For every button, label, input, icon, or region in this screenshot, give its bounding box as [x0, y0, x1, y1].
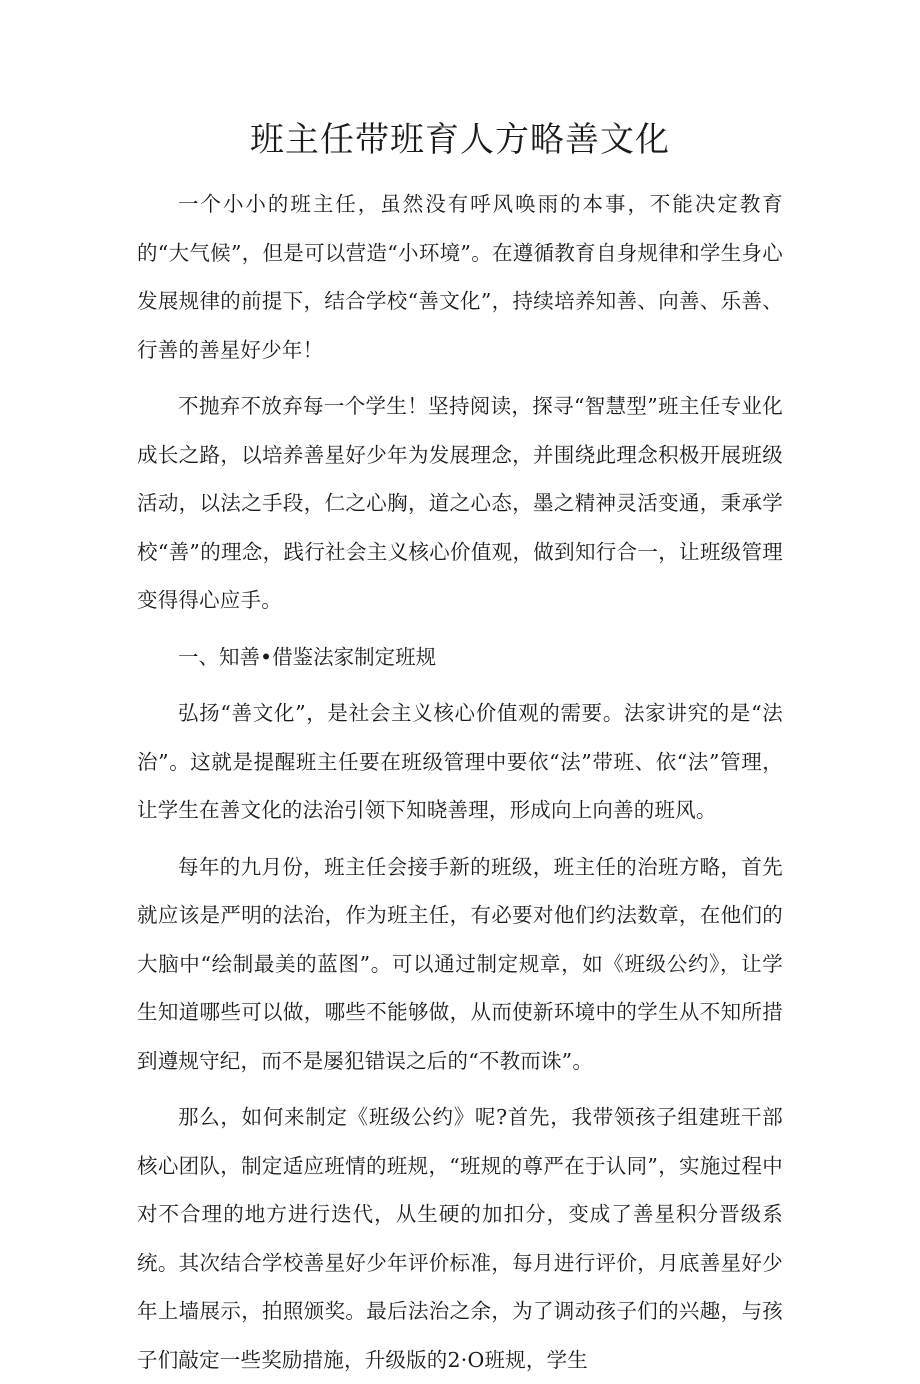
paragraph-september: 每年的九月份，班主任会接手新的班级，班主任的治班方略，首先就应该是严明的法治，作为班主任，有必要对他们约法数章，在他们的大脑中“绘制最美的蓝图”。可以通过制定规章，如《班级公约》，让学生知道哪些可以做，哪些不能够做，从而使新环境中的学生从不知所措到遵规守纪，而不是屡犯错误之后的“不教而诛”。	[137, 854, 783, 1073]
section-heading-1: 一、知善•借鉴法家制定班规	[178, 644, 437, 669]
document-title: 班主任带班育人方略善文化	[250, 120, 670, 160]
paragraph-law: 弘扬“善文化”，是社会主义核心价值观的需要。法家讲究的是“法治”。这就是提醒班主任要在班级管理中要依“法”带班、依“法”管理，让学生在善文化的法治引领下知晓善理，形成向上向善的班风。	[137, 701, 783, 822]
paragraph-class-rules: 那么，如何来制定《班级公约》呢?首先，我带领孩子组建班干部核心团队，制定适应班情的班规，“班规的尊严在于认同”，实施过程中对不合理的地方进行迭代，从生硬的加扣分，变成了善星积分晋级系统。其次结合学校善星好少年评价标准，每月进行评价，月底善星好少年上墙展示，拍照颁奖。最后法治之余，为了调动孩子们的兴趣，与孩子们敲定一些奖励措施，升级版的2·O班规，学生	[137, 1105, 783, 1372]
paragraph-intro: 一个小小的班主任，虽然没有呼风唤雨的本事，不能决定教育的“大气候”，但是可以营造“小环境”。在遵循教育自身规律和学生身心发展规律的前提下，结合学校“善文化”，持续培养知善、向善、乐善、行善的善星好少年！	[137, 192, 783, 362]
document-page	[137, 112, 783, 1384]
paragraph-reading: 不抛弃不放弃每一个学生！坚持阅读，探寻“智慧型”班主任专业化成长之路，以培养善星好少年为发展理念，并围绕此理念积极开展班级活动，以法之手段，仁之心胸，道之心态，墨之精神灵活变通，秉承学校“善”的理念，践行社会主义核心价值观，做到知行合一，让班级管理变得得心应手。	[137, 394, 783, 612]
